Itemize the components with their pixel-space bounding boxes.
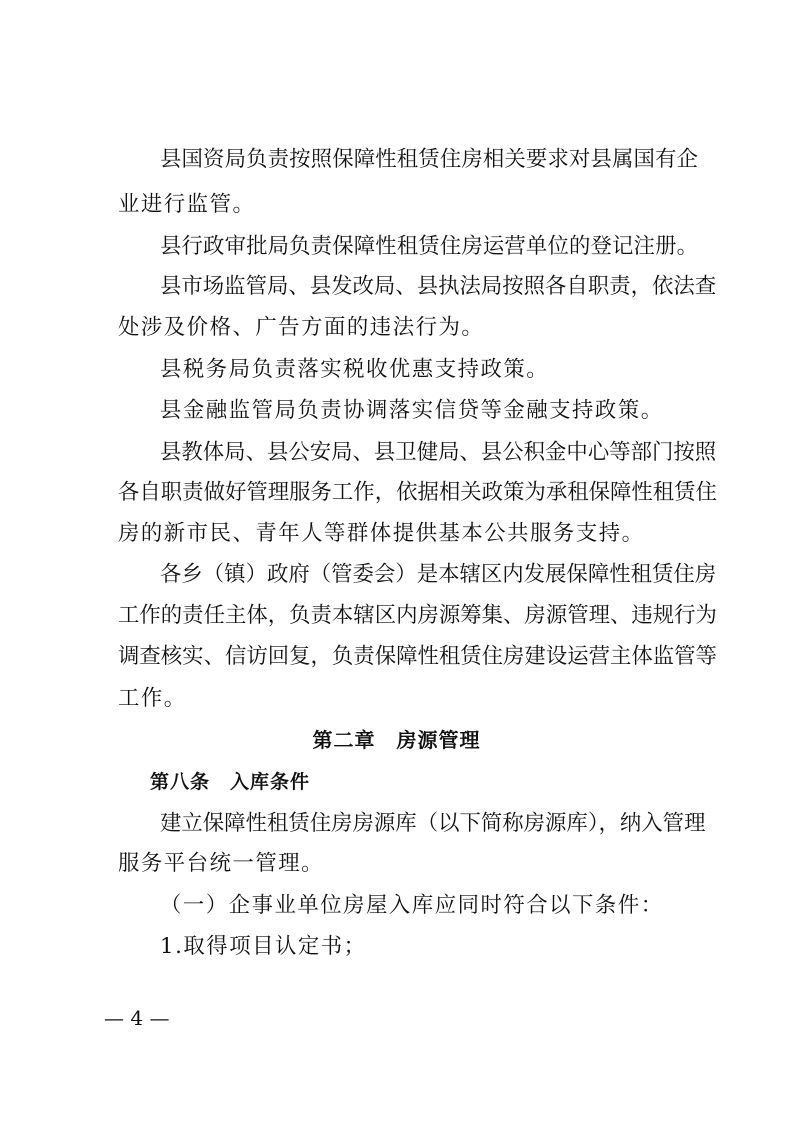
paragraph-line: 1.取得项目认定书；: [160, 934, 367, 959]
article-heading: 第八条 入库条件: [150, 771, 311, 793]
paragraph-line: 各乡（镇）政府（管委会）是本辖区内发展保障性租赁住房: [160, 562, 717, 587]
paragraph-line: 建立保障性租赁住房房源库（以下简称房源库），纳入管理: [160, 811, 706, 836]
paragraph-line: 县市场监管局、县发改局、县执法局按照各自职责，依法查: [160, 274, 717, 299]
paragraph-line: 调查核实、信访回复，负责保障性租赁住房建设运营主体监管等: [118, 644, 717, 669]
paragraph-line: 服务平台统一管理。: [118, 851, 325, 876]
paragraph-line: （一）企事业单位房屋入库应同时符合以下条件：: [160, 893, 664, 918]
page-number: — 4 —: [104, 1006, 170, 1030]
paragraph-line: 房的新市民、青年人等群体提供基本公共服务支持。: [118, 521, 645, 546]
chapter-heading: 第二章 房源管理: [312, 728, 481, 752]
paragraph-line: 县行政审批局负责保障性租赁住房运营单位的登记注册。: [160, 234, 698, 259]
paragraph-line: 县金融监管局负责协调落实信贷等金融支持政策。: [160, 398, 664, 423]
paragraph-line: 工作的责任主体，负责本辖区内房源筹集、房源管理、违规行为: [118, 603, 717, 628]
paragraph-line: 业进行监管。: [118, 192, 256, 217]
paragraph-line: 县教体局、县公安局、县卫健局、县公积金中心等部门按照: [160, 440, 717, 465]
paragraph-line: 各自职责做好管理服务工作，依据相关政策为承租保障性租赁住: [118, 480, 717, 505]
paragraph-line: 处涉及价格、广告方面的违法行为。: [118, 315, 485, 340]
paragraph-line: 工作。: [118, 686, 187, 711]
paragraph-line: 县国资局负责按照保障性租赁住房相关要求对县属国有企: [160, 147, 698, 172]
paragraph-line: 县税务局负责落实税收优惠支持政策。: [160, 357, 550, 382]
